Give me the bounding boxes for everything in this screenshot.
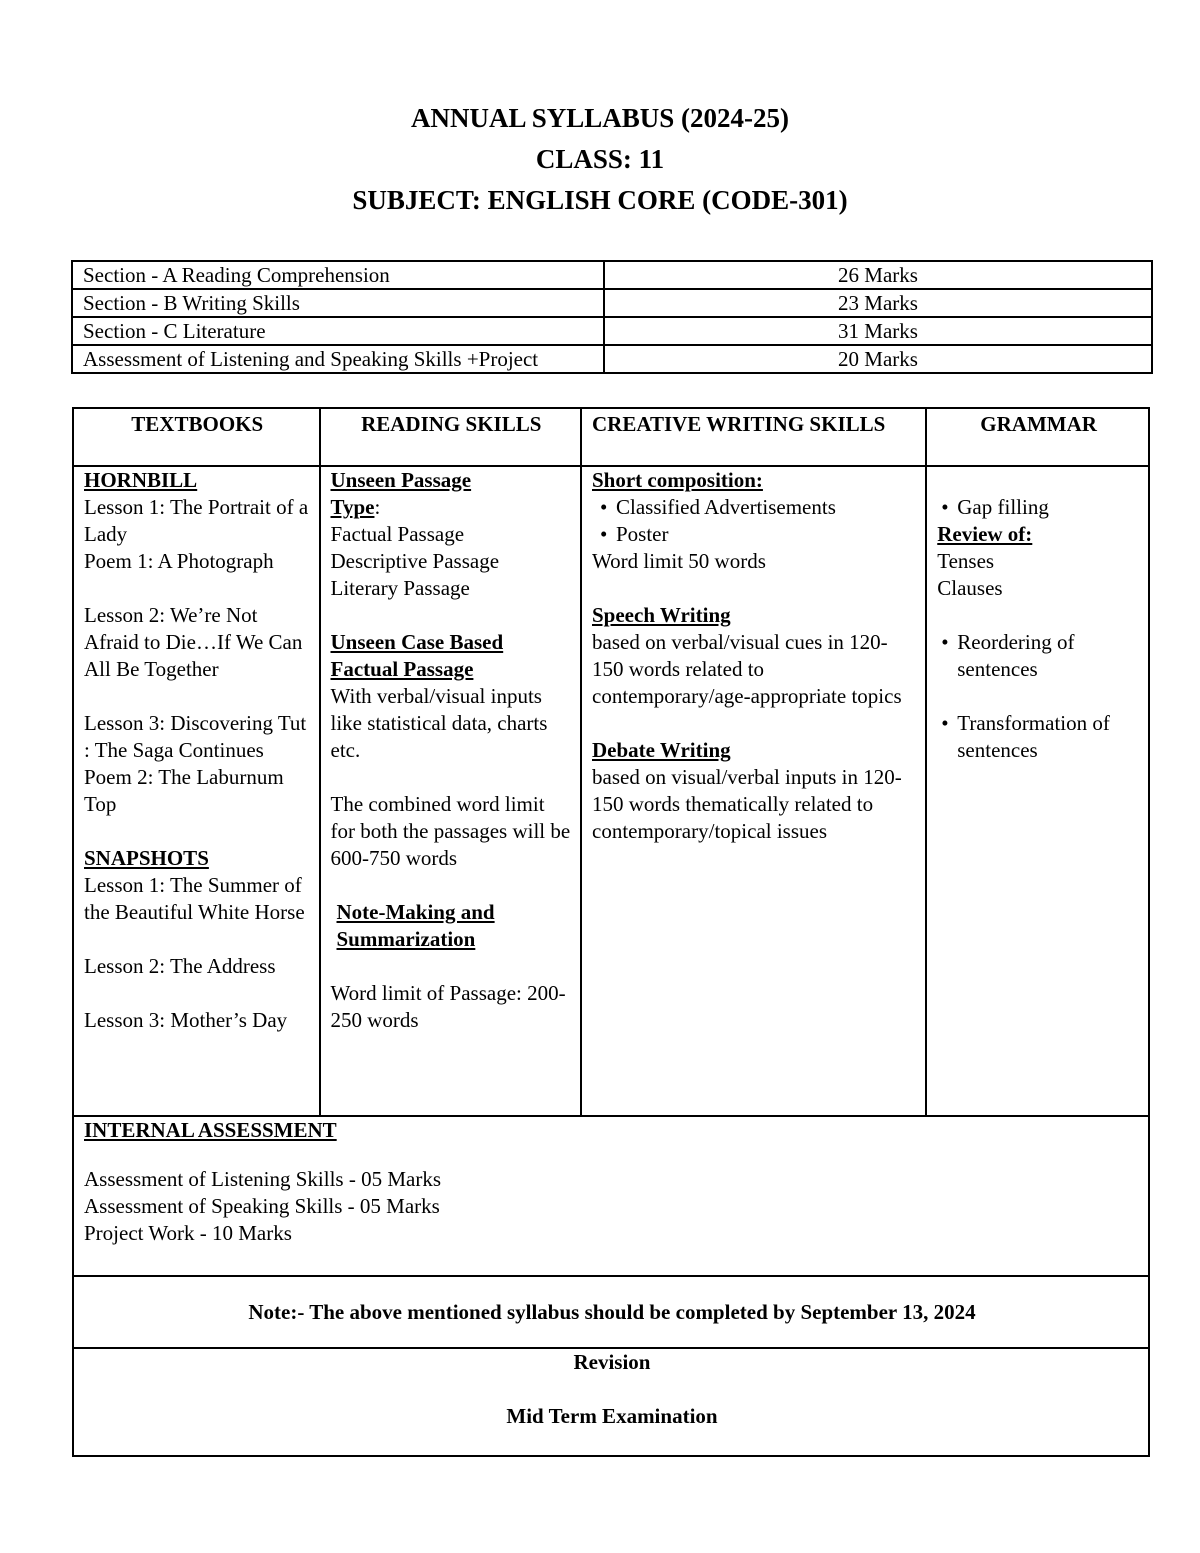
list-item: Project Work - 10 Marks <box>84 1221 292 1245</box>
list-item: Clauses <box>937 576 1003 600</box>
completion-note: Note:- The above mentioned syllabus should be completed by September 13, 2024 <box>73 1276 1149 1348</box>
syllabus-content-row <box>73 466 1149 1116</box>
internal-assessment-cell <box>73 1116 1149 1276</box>
syllabus-table <box>72 407 1150 1457</box>
revision-cell <box>73 1348 1149 1456</box>
list-item: Descriptive Passage <box>330 549 500 573</box>
note-row <box>73 1276 1149 1348</box>
marks-distribution-table <box>71 260 1153 374</box>
unseen-passage-heading: Unseen Passage <box>330 468 472 492</box>
list-item: Lesson 3: Mother’s Day <box>84 1008 288 1032</box>
composition-list <box>592 494 917 548</box>
revision-row <box>73 1348 1149 1456</box>
list-item: • Reordering of sentences <box>945 629 1140 683</box>
marks-cell: 20 Marks <box>604 345 1152 373</box>
short-composition-heading: Short composition: <box>592 468 763 492</box>
hornbill-heading: HORNBILL <box>84 468 198 492</box>
type-label: Type: <box>330 495 381 519</box>
section-cell: Assessment of Listening and Speaking Skills +Project <box>72 345 604 373</box>
list-item: Assessment of Speaking Skills - 05 Marks <box>84 1194 440 1218</box>
internal-assessment-row <box>73 1116 1149 1276</box>
subject-title: SUBJECT: ENGLISH CORE (CODE-301) <box>352 185 848 215</box>
internal-assessment-heading: INTERNAL ASSESSMENT <box>84 1118 337 1142</box>
document-title-block <box>0 98 1200 221</box>
note-making-heading: Note-Making and Summarization <box>336 900 495 951</box>
list-item: Word limit of Passage: 200-250 words <box>330 981 566 1032</box>
revision-label: Revision <box>573 1350 651 1374</box>
syllabus-header-row <box>73 408 1149 466</box>
textbooks-cell <box>73 466 320 1116</box>
grammar-list <box>937 494 1140 521</box>
list-item: The combined word limit for both the passages will be 600-750 words <box>330 792 571 870</box>
list-item: Poem 1: A Photograph <box>84 549 274 573</box>
list-item: • Gap filling <box>945 494 1140 521</box>
list-item: • Poster <box>604 521 917 548</box>
marks-cell: 26 Marks <box>604 261 1152 289</box>
list-item: Literary Passage <box>330 576 470 600</box>
document-title: ANNUAL SYLLABUS (2024-25) <box>410 103 790 133</box>
midterm-label: Mid Term Examination <box>506 1404 718 1428</box>
reading-skills-cell <box>320 466 582 1116</box>
grammar-list <box>937 629 1140 683</box>
snapshots-heading: SNAPSHOTS <box>84 846 209 870</box>
table-row <box>72 289 1152 317</box>
table-row <box>72 317 1152 345</box>
list-item: Lesson 2: We’re Not Afraid to Die…If We Can All Be Together <box>84 603 303 681</box>
list-item: With verbal/visual inputs like statistical data, charts etc. <box>330 684 548 762</box>
list-item: • Transformation of sentences <box>945 710 1140 764</box>
list-item: Word limit 50 words <box>592 549 766 573</box>
list-item: Tenses <box>937 549 995 573</box>
speech-writing-heading: Speech Writing <box>592 603 731 627</box>
list-item: Lesson 3: Discovering Tut : The Saga Continues <box>84 711 307 762</box>
list-item: Lesson 2: The Address <box>84 954 276 978</box>
debate-writing-heading: Debate Writing <box>592 738 731 762</box>
header-creative-writing: CREATIVE WRITING SKILLS <box>581 408 926 466</box>
table-row <box>72 261 1152 289</box>
grammar-cell <box>926 466 1149 1116</box>
marks-cell: 31 Marks <box>604 317 1152 345</box>
list-item: based on visual/verbal inputs in 120-150 words thematically related to contemporary/topical issues <box>592 765 902 843</box>
list-item: Factual Passage <box>330 522 465 546</box>
list-item: Lesson 1: The Portrait of a Lady <box>84 495 309 546</box>
header-textbooks: TEXTBOOKS <box>73 408 320 466</box>
section-cell: Section - A Reading Comprehension <box>72 261 604 289</box>
list-item: • Classified Advertisements <box>604 494 917 521</box>
list-item: Assessment of Listening Skills - 05 Marks <box>84 1167 441 1191</box>
section-cell: Section - C Literature <box>72 317 604 345</box>
header-grammar: GRAMMAR <box>926 408 1149 466</box>
list-item: Poem 2: The Laburnum Top <box>84 765 284 816</box>
class-title: CLASS: 11 <box>535 144 665 174</box>
creative-writing-cell <box>581 466 926 1116</box>
case-based-heading: Unseen Case Based Factual Passage <box>330 630 504 681</box>
grammar-list <box>937 710 1140 764</box>
review-heading: Review of: <box>937 522 1033 546</box>
header-reading-skills: READING SKILLS <box>320 408 582 466</box>
table-row <box>72 345 1152 373</box>
list-item: based on verbal/visual cues in 120-150 words related to contemporary/age-appropriate topics <box>592 630 902 708</box>
section-cell: Section - B Writing Skills <box>72 289 604 317</box>
marks-cell: 23 Marks <box>604 289 1152 317</box>
list-item: Lesson 1: The Summer of the Beautiful White Horse <box>84 873 305 924</box>
